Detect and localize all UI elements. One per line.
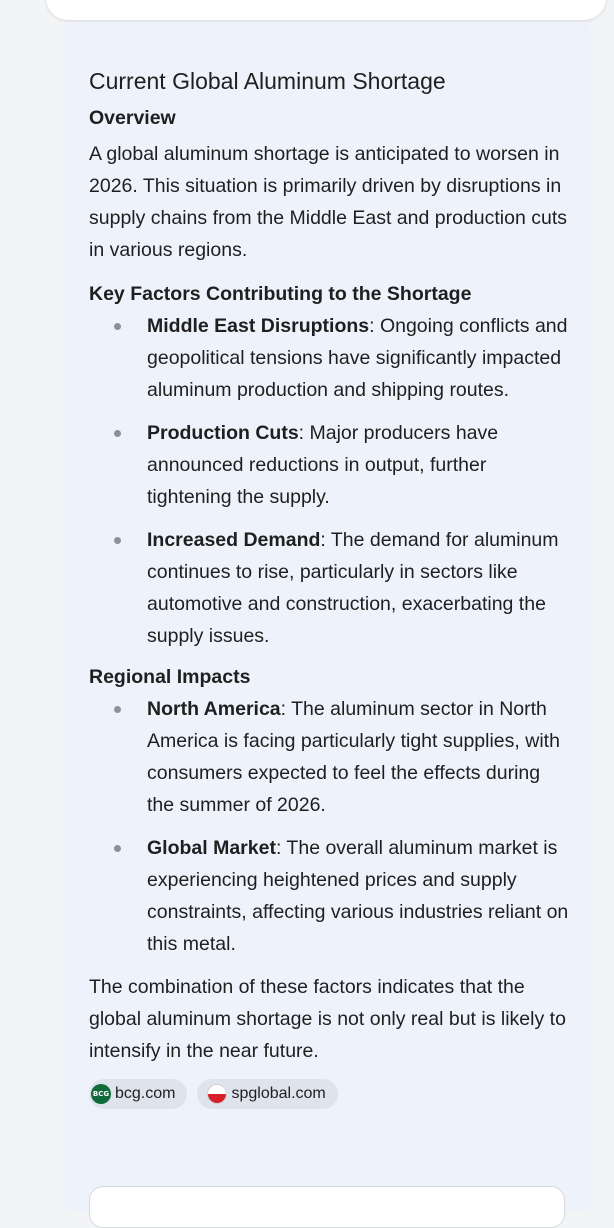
list-item xyxy=(89,832,569,960)
bcg-logo-icon: BCG xyxy=(91,1084,111,1104)
factor-text: : Ongoing conflicts and geopolitical tensions have significantly impacted aluminum production and shipping routes. xyxy=(147,315,568,401)
source-chip-spglobal[interactable] xyxy=(197,1079,337,1109)
list-item xyxy=(89,417,569,513)
factor-text: : Major producers have announced reductions in output, further tightening the supply. xyxy=(147,422,499,508)
bullet-dot xyxy=(114,537,121,544)
answer-content xyxy=(89,62,569,1109)
source-label: spglobal.com xyxy=(231,1085,326,1102)
factor-term: Production Cuts xyxy=(147,422,299,444)
regional-impacts-list xyxy=(89,693,569,960)
spglobal-logo-icon xyxy=(207,1084,227,1104)
bullet-dot xyxy=(114,323,121,330)
source-label: bcg.com xyxy=(115,1085,176,1102)
factor-text: : The demand for aluminum continues to rise, particularly in sectors like automotive and construction, exacerbating the supply issues. xyxy=(147,529,559,647)
overview-heading: Overview xyxy=(89,107,176,129)
factor-term: Middle East Disruptions xyxy=(147,315,370,337)
key-factors-list xyxy=(89,310,569,652)
factor-term: Increased Demand xyxy=(147,529,321,551)
source-chip-bcg[interactable] xyxy=(89,1079,187,1109)
answer-title: Current Global Aluminum Shortage xyxy=(89,68,446,94)
regional-impacts-heading: Regional Impacts xyxy=(89,666,251,688)
region-text: : The overall aluminum market is experiencing heightened prices and supply constraints, affecting various industries reliant on this metal. xyxy=(147,837,569,955)
bullet-dot xyxy=(114,845,121,852)
key-factors-heading: Key Factors Contributing to the Shortage xyxy=(89,283,472,305)
closing-paragraph: The combination of these factors indicates that the global aluminum shortage is not only real but is likely to intensify in the near future. xyxy=(89,976,566,1062)
bullet-dot xyxy=(114,706,121,713)
region-term: North America xyxy=(147,698,281,720)
list-item xyxy=(89,693,569,821)
previous-message-card xyxy=(46,0,606,20)
source-chips xyxy=(89,1079,569,1109)
region-text: : The aluminum sector in North America is facing particularly tight supplies, with consumers expected to feel the effects during the summer of 2026. xyxy=(147,698,560,816)
list-item xyxy=(89,310,569,406)
overview-paragraph: A global aluminum shortage is anticipated to worsen in 2026. This situation is primarily driven by disruptions in supply chains from the Middle East and production cuts in various regions. xyxy=(89,143,568,261)
next-card-edge xyxy=(89,1186,565,1228)
list-item xyxy=(89,524,569,652)
region-term: Global Market xyxy=(147,837,276,859)
bullet-dot xyxy=(114,430,121,437)
